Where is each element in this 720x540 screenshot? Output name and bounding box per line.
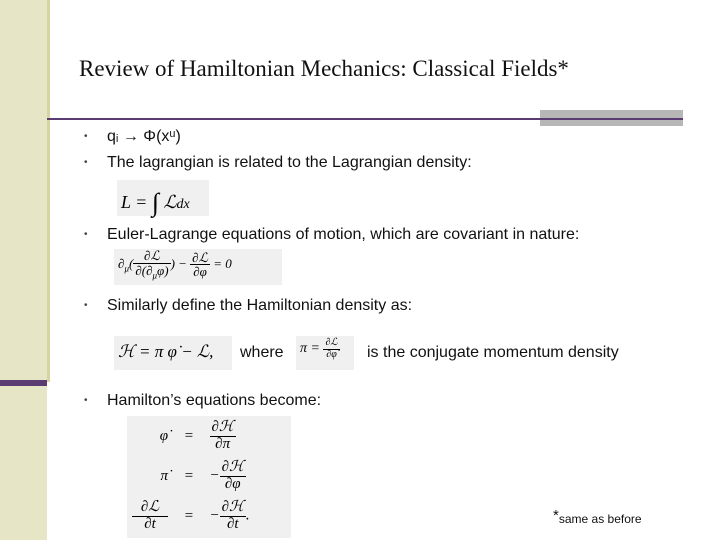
title-rule-accent [540, 118, 683, 120]
bullet-marker: • [84, 300, 88, 311]
equation-lagrangian-integral-content: L = ∫ ℒdx [121, 188, 190, 217]
bullet-text-hamiltonian-density: Similarly define the Hamiltonian density as: [107, 297, 413, 314]
equation-hamilton-pi: π̇ = − $\frac{\text{∂ℋ}}{\partial\varphi}$ [160, 459, 244, 492]
bullet-text-lagrangian: The lagrangian is related to the Lagrangian density: [107, 154, 472, 171]
slide-title: Review of Hamiltonian Mechanics: Classical Fields* [79, 56, 569, 81]
left-accent-bar [0, 380, 47, 386]
left-decorative-band [0, 0, 47, 540]
footnote-text: same as before [558, 512, 642, 526]
footnote [553, 507, 642, 527]
bullet-marker: • [84, 395, 88, 406]
conjugate-momentum-label: is the conjugate momentum density [367, 344, 619, 361]
left-band-edge [47, 0, 50, 382]
where-label: where [240, 344, 284, 361]
equation-hamilton-time: $\frac{\text{∂ℒ}}{\partial t}$ = − $\frac{\text{∂ℋ}}{\partial t}$ . [132, 500, 250, 533]
bullet-text-euler-lagrange: Euler-Lagrange equations of motion, which are covariant in nature: [107, 226, 580, 243]
bullet-text-field-mapping: qᵢ → Φ(xᵘ) [107, 128, 181, 145]
bullet-marker: • [84, 157, 88, 168]
footnote-star: * [553, 507, 559, 524]
title-rule [47, 118, 540, 120]
equation-hamiltonian-density-content: ℋ = π φ̇ − ℒ, [118, 342, 214, 361]
bullet-marker: • [84, 229, 88, 240]
bullet-text-hamilton-equations: Hamilton’s equations become: [107, 392, 322, 409]
equation-conjugate-momentum-content: π = $\frac{\text{∂ℒ}}{\partial\varphi̇}$ [300, 337, 338, 360]
equation-hamilton-phi: φ̇ = $\frac{\text{∂ℋ}}{\partial\pi}$ [159, 419, 234, 452]
equation-euler-lagrange-content: $\partial_\mu$( $\frac{\text{∂ℒ}}{\partial(\partial_\mu\varphi)}$ ) − $\frac{\text{∂ℒ}}{\partial\varphi}$ = 0 [118, 248, 232, 281]
bullet-marker: • [84, 131, 88, 142]
